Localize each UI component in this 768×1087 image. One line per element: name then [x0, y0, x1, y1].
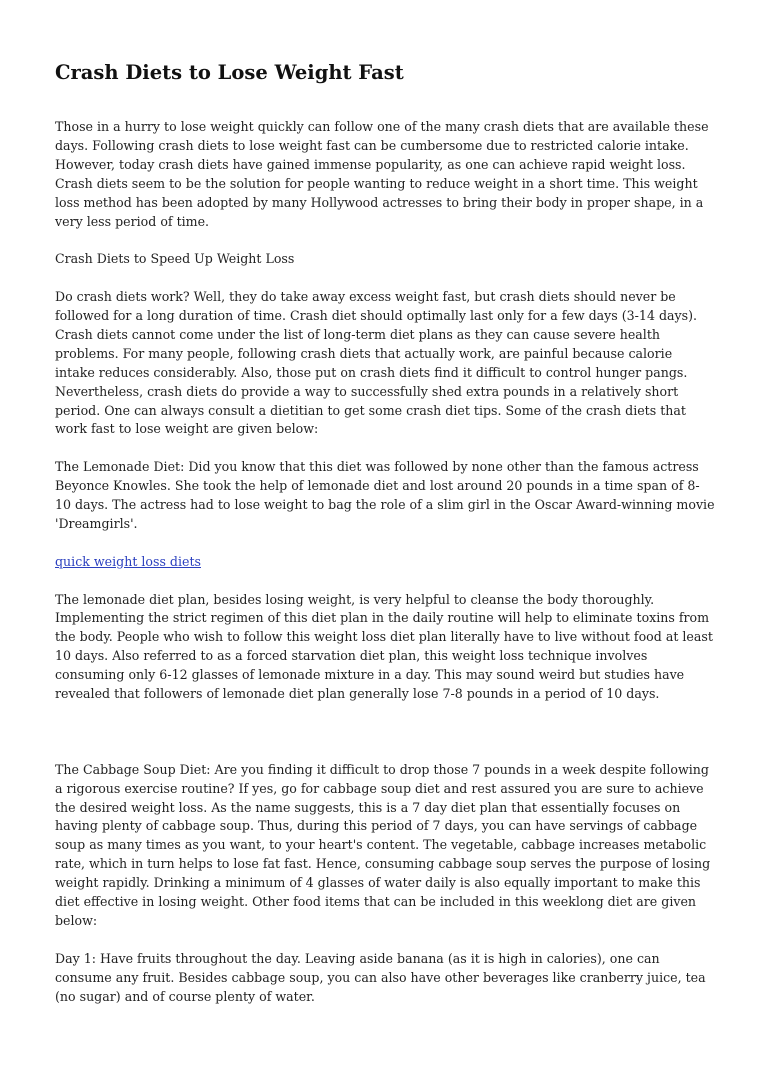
section-subheading: Crash Diets to Speed Up Weight Loss	[55, 251, 295, 267]
spacer	[55, 269, 715, 288]
spacer	[55, 231, 715, 250]
spacer	[55, 534, 715, 553]
spacer	[55, 439, 715, 458]
paragraph-lemonade-diet: The Lemonade Diet: Did you know that this diet was followed by none other than the famous actress Beyonce Knowles. She took the help of lemonade diet and lost around 20 pounds in a time span of 8-10 days. The actress had to lose weight to bag the role of a slim girl in the Oscar Award-winning movie 'Dreamgirls'.	[55, 459, 715, 531]
quick-weight-loss-diets-link[interactable]: quick weight loss diets	[55, 553, 201, 569]
paragraph-intro: Those in a hurry to lose weight quickly can follow one of the many crash diets that are available these days. Following crash diets to lose weight fast can be cumbersome due to restricted calorie intake. However, today crash diets have gained immense popularity, as one can achieve rapid weight loss. Crash diets seem to be the solution for people wanting to reduce weight in a short time. This weight loss method has been adopted by many Hollywood actresses to bring their body in proper shape, in a very less period of time.	[55, 119, 709, 229]
document-page	[55, 0, 715, 1006]
spacer	[55, 86, 715, 118]
spacer	[55, 704, 715, 761]
paragraph-lemonade-plan: The lemonade diet plan, besides losing weight, is very helpful to cleanse the body thoroughly. Implementing the strict regimen of this diet plan in the daily routine will help to eliminate toxins from the body. People who wish to follow this weight loss diet plan literally have to live without food at least 10 days. Also referred to as a forced starvation diet plan, this weight loss technique involves consuming only 6-12 glasses of lemonade mixture in a day. This may sound weird but studies have revealed that followers of lemonade diet plan generally lose 7-8 pounds in a period of 10 days.	[55, 591, 713, 702]
page-title: Crash Diets to Lose Weight Fast	[55, 61, 404, 84]
paragraph-link	[55, 553, 715, 572]
spacer	[55, 572, 715, 591]
paragraph-cabbage-soup-diet: The Cabbage Soup Diet: Are you finding it difficult to drop those 7 pounds in a week despite following a rigorous exercise routine? If yes, go for cabbage soup diet and rest assured you are sure to achieve the desired weight loss. As the name suggests, this is a 7 day diet plan that essentially focuses on having plenty of cabbage soup. Thus, during this period of 7 days, you can have servings of cabbage soup as many times as you want, to your heart's content. The vegetable, cabbage increases metabolic rate, which in turn helps to lose fat fast. Hence, consuming cabbage soup serves the purpose of losing weight rapidly. Drinking a minimum of 4 glasses of water daily is also equally important to make this diet effective in losing weight. Other food items that can be included in this weeklong diet are given below:	[55, 761, 711, 928]
paragraph-do-crash-diets-work: Do crash diets work? Well, they do take away excess weight fast, but crash diets should never be followed for a long duration of time. Crash diet should optimally last only for a few days (3-14 days). Crash diets cannot come under the list of long-term diet plans as they can cause severe health problems. For many people, following crash diets that actually work, are painful because calorie intake reduces considerably. Also, those put on crash diets find it difficult to control hunger pangs. Nevertheless, crash diets do provide a way to successfully shed extra pounds in a relatively short period. One can always consult a dietitian to get some crash diet tips. Some of the crash diets that work fast to lose weight are given below:	[55, 289, 698, 437]
paragraph-day-1: Day 1: Have fruits throughout the day. Leaving aside banana (as it is high in calories), one can consume any fruit. Besides cabbage soup, you can also have other beverages like cranberry juice, tea (no sugar) and of course plenty of water.	[55, 950, 706, 1004]
spacer	[55, 931, 715, 950]
